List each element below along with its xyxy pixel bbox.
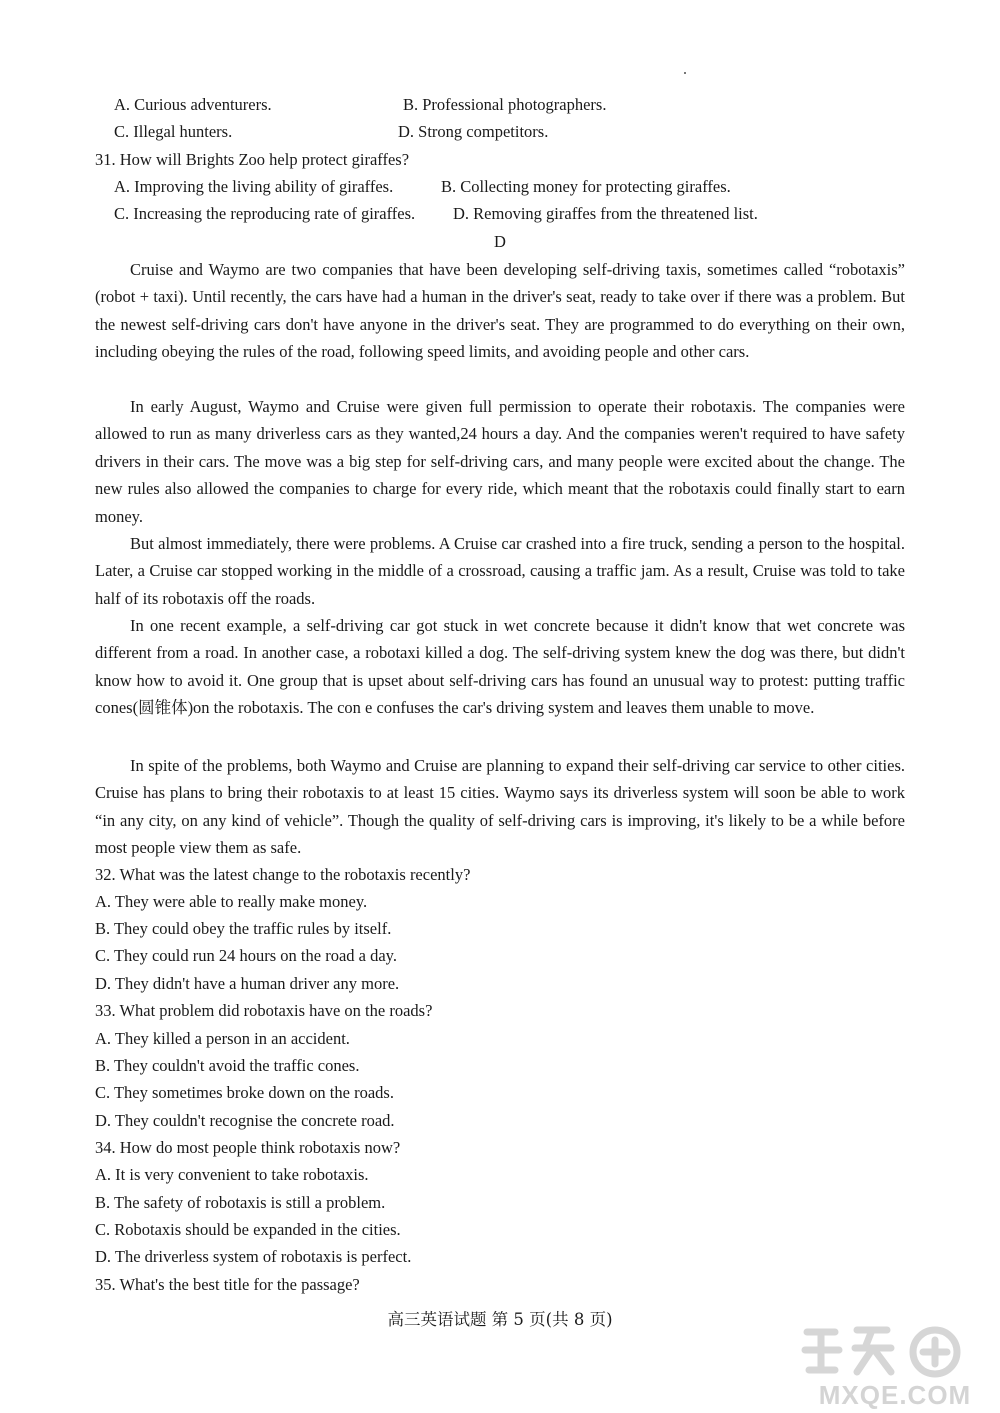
q33-option-d: D. They couldn't recognise the concrete road. bbox=[95, 1111, 395, 1130]
q32-option-a: A. They were able to really make money. bbox=[95, 892, 368, 911]
passage-paragraph-5: In spite of the problems, both Waymo and Cruise are planning to expand their self-driving car service to other cities. Cruise has plans to bring their robotaxis to at least 15 cities. Waymo says its driverless system will soon be able to work “in any city, on any kind of vehicle”. Though the quality of self-driving cars is improving, it's likely to be a while before most people view them as safe. bbox=[95, 756, 905, 858]
q33-option-c: C. They sometimes broke down on the roads. bbox=[95, 1083, 394, 1102]
watermark-glyph-1 bbox=[805, 1332, 839, 1370]
q30-option-b: B. Professional photographers. bbox=[403, 95, 607, 114]
q34-option-c: C. Robotaxis should be expanded in the cities. bbox=[95, 1220, 401, 1239]
section-heading: D bbox=[494, 232, 506, 251]
passage-paragraph-4: In one recent example, a self-driving car got stuck in wet concrete because it didn't know that wet concrete was different from a road. In another case, a robotaxi killed a dog. The self-driving system knew the dog was there, but didn't know how to avoid it. One group that is upset about self-driving cars has found an unusual way to protest: putting traffic cones(圆锥体)on the robotaxis. The con e confuses the car's driving system and leaves them unable to move. bbox=[95, 616, 905, 718]
q33-question: 33. What problem did robotaxis have on the roads? bbox=[95, 1001, 433, 1020]
q32-option-b: B. They could obey the traffic rules by itself. bbox=[95, 919, 392, 938]
q31-option-c: C. Increasing the reproducing rate of giraffes. bbox=[114, 204, 416, 223]
q34-option-a: A. It is very convenient to take robotaxis. bbox=[95, 1165, 369, 1184]
q34-option-d: D. The driverless system of robotaxis is perfect. bbox=[95, 1247, 412, 1266]
page-footer: 高三英语试题 第 5 页(共 8 页) bbox=[387, 1310, 613, 1329]
watermark-glyph-3-inner bbox=[923, 1340, 947, 1364]
q34-question: 34. How do most people think robotaxis now? bbox=[95, 1138, 401, 1157]
q35-question: 35. What's the best title for the passage? bbox=[95, 1275, 360, 1294]
q32-option-c: C. They could run 24 hours on the road a day. bbox=[95, 946, 397, 965]
watermark-glyph-2 bbox=[855, 1330, 891, 1372]
q32-question: 32. What was the latest change to the robotaxis recently? bbox=[95, 865, 471, 884]
q31-option-a: A. Improving the living ability of giraffes. bbox=[114, 177, 394, 196]
q33-option-a: A. They killed a person in an accident. bbox=[95, 1029, 350, 1048]
q30-option-c: C. Illegal hunters. bbox=[114, 122, 233, 141]
q34-option-b: B. The safety of robotaxis is still a problem. bbox=[95, 1193, 386, 1212]
q32-option-d: D. They didn't have a human driver any more. bbox=[95, 974, 400, 993]
watermark-text: MXQE.COM bbox=[818, 1380, 972, 1410]
q31-option-d: D. Removing giraffes from the threatened list. bbox=[453, 204, 758, 223]
passage-paragraph-1: Cruise and Waymo are two companies that have been developing self-driving taxis, sometimes called “robotaxis” (robot + taxi). Until recently, the cars have had a human in the driver's seat, ready to take over if there was a problem. But the newest self-driving cars don't have anyone in the driver's seat. They are programmed to do everything on their own, including obeying the rules of the road, following speed limits, and avoiding people and other cars. bbox=[95, 260, 905, 362]
q33-option-b: B. They couldn't avoid the traffic cones. bbox=[95, 1056, 360, 1075]
scan-speck bbox=[684, 72, 686, 74]
q30-option-a: A. Curious adventurers. bbox=[114, 95, 272, 114]
q31-option-b: B. Collecting money for protecting giraffes. bbox=[441, 177, 731, 196]
watermark-logo bbox=[795, 1320, 995, 1410]
passage-paragraph-3: But almost immediately, there were problems. A Cruise car crashed into a fire truck, sending a person to the hospital. Later, a Cruise car stopped working in the middle of a crossroad, causing a traffic jam. As a result, Cruise was told to take half of its robotaxis off the roads. bbox=[95, 534, 905, 608]
passage-paragraph-2: In early August, Waymo and Cruise were given full permission to operate their robotaxis. The companies were allowed to run as many driverless cars as they wanted,24 hours a day. And the companies weren't required to have safety drivers in their cars. The move was a big step for self-driving cars, and many people were excited about the change. The new rules also allowed the companies to charge for every ride, which meant that the robotaxis could finally start to earn money. bbox=[95, 397, 905, 526]
q31-question: 31. How will Brights Zoo help protect giraffes? bbox=[95, 150, 410, 169]
q30-option-d: D. Strong competitors. bbox=[398, 122, 549, 141]
